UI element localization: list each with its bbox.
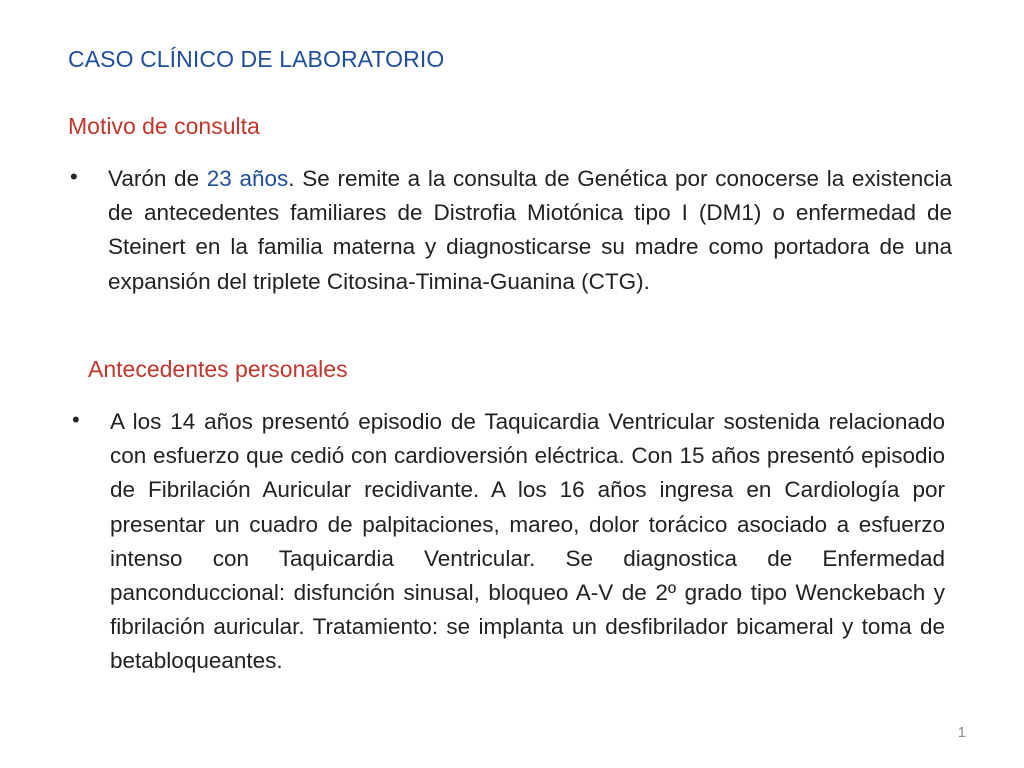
motivo-text-after: . Se remite a la consulta de Genética por conocerse la existencia de antecedentes familiares de Distrofia Miotónica tipo I (DM1) o enfermedad de Steinert en la familia materna y diagnosticarse su madre como portadora de una expansión del triplete Citosina-Timina-Guanina (CTG). [108,166,952,294]
page-number: 1 [957,724,966,741]
slide-title: CASO CLÍNICO DE LABORATORIO [68,46,445,72]
antecedentes-paragraph: A los 14 años presentó episodio de Taquicardia Ventricular sostenida relacionado con esfuerzo que cedió con cardioversión eléctrica. Con 15 años presentó episodio de Fibrilación Auricular recidivante. A los 16 años ingresa en Cardiología por presentar un cuadro de palpitaciones, mareo, dolor torácico asociado a esfuerzo intenso con Taquicardia Ventricular. Se diagnostica de Enfermedad panconduccional: disfunción sinusal, bloqueo A-V de 2º grado tipo Wenckebach y fibrilación auricular. Tratamiento: se implanta un desfibrilador bicameral y toma de betabloqueantes. [110,409,945,674]
motivo-paragraph [108,162,952,299]
age-highlight: 23 años [206,166,289,191]
bullet-icon: • [70,164,78,189]
motivo-text-before: Varón de [108,166,207,191]
section-heading-antecedentes: Antecedentes personales [88,356,348,382]
bullet-icon: • [72,407,80,432]
section-heading-motivo: Motivo de consulta [68,113,260,139]
